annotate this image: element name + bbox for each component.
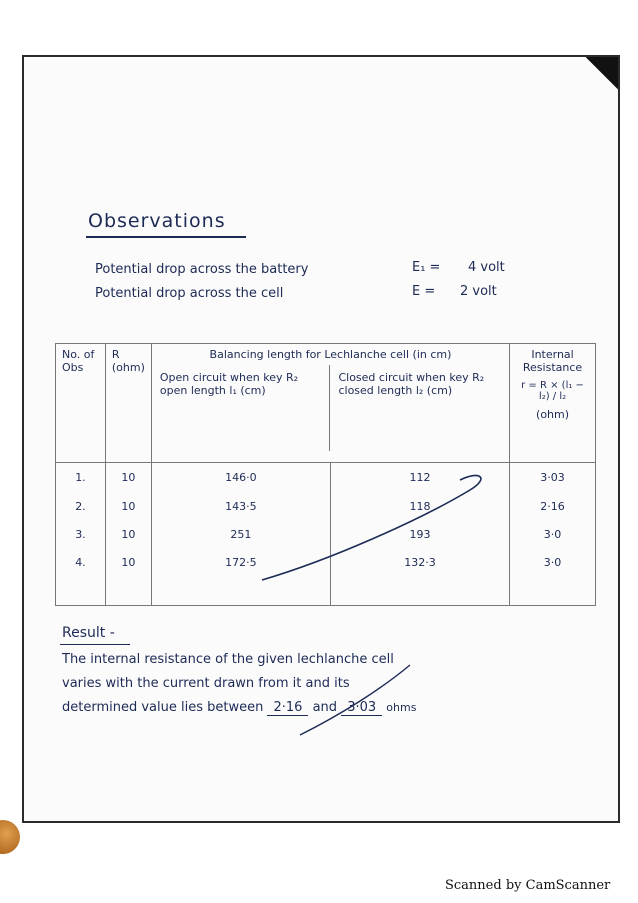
cell-obs-no: 3. [56,521,106,549]
battery-drop-value: 4 volt [468,260,505,275]
result-line-1: The internal resistance of the given lechlanche cell [62,652,394,667]
result-label: Result - [62,625,115,641]
cell-drop-value: 2 volt [460,284,497,299]
table-row [56,463,596,493]
table-row [56,493,596,521]
result-line-3-text: determined value lies between [62,700,264,715]
cell-drop-symbol: E = [412,284,436,299]
result-min-value: 2·16 [267,700,308,716]
cell-resistance: 2·16 [540,500,565,513]
header-r: R (ohm) [105,344,151,463]
cell-l1: 251 [151,521,330,549]
cell-resistance: 3·0 [543,528,562,541]
result-unit: ohms [386,701,417,714]
cell-obs-no: 1. [56,463,106,493]
cell-l2: 118 [330,493,509,521]
coin-edge-image [0,820,20,854]
header-formula: r = R × (l₁ − l₂) / l₂ [521,380,584,402]
scanner-watermark: Scanned by CamScanner [445,878,611,893]
cell-resistance: 3·03 [540,471,565,485]
cell-obs-no: 2. [56,493,106,521]
table-header-row [56,344,596,463]
cell-drop-label: Potential drop across the cell [95,286,284,301]
cell-obs-no: 4. [56,549,106,577]
cell-r: 10 [105,463,151,493]
cell-l2: 112 [330,463,509,493]
cell-resistance: 3·0 [543,556,562,569]
header-obs-no: No. of Obs [56,344,106,463]
result-max-value: 3·03 [341,700,382,716]
cell-l1: 146·0 [151,463,330,493]
header-internal-group [510,344,596,463]
observation-table [55,343,596,606]
result-and: and [312,700,338,715]
cell-l2: 193 [330,521,509,549]
table-spacer-row [56,577,596,606]
header-closed-circuit: Closed circuit when key R₂ closed length l₂ (cm) [338,371,485,397]
cell-l2: 132·3 [330,549,509,577]
header-internal: Internal Resistance [522,348,583,374]
cell-r: 10 [105,521,151,549]
table-row [56,549,596,577]
result-line-2: varies with the current drawn from it and its [62,676,350,691]
table-row [56,521,596,549]
page-corner-shadow [578,57,618,97]
page-heading: Observations [88,210,226,232]
cell-r: 10 [105,493,151,521]
header-balancing-group [151,344,509,463]
cell-l1: 143·5 [151,493,330,521]
cell-l1: 172·5 [151,549,330,577]
header-unit: (ohm) [536,408,570,421]
result-line-3 [62,700,416,716]
cell-r: 10 [105,549,151,577]
heading-underline [86,236,246,238]
result-underline [60,644,130,645]
battery-drop-symbol: E₁ = [412,260,441,275]
battery-drop-label: Potential drop across the battery [95,262,309,277]
header-open-circuit: Open circuit when key R₂ open length l₁ (cm) [152,365,331,451]
header-balancing: Balancing length for Lechlanche cell (in cm) [209,348,452,361]
